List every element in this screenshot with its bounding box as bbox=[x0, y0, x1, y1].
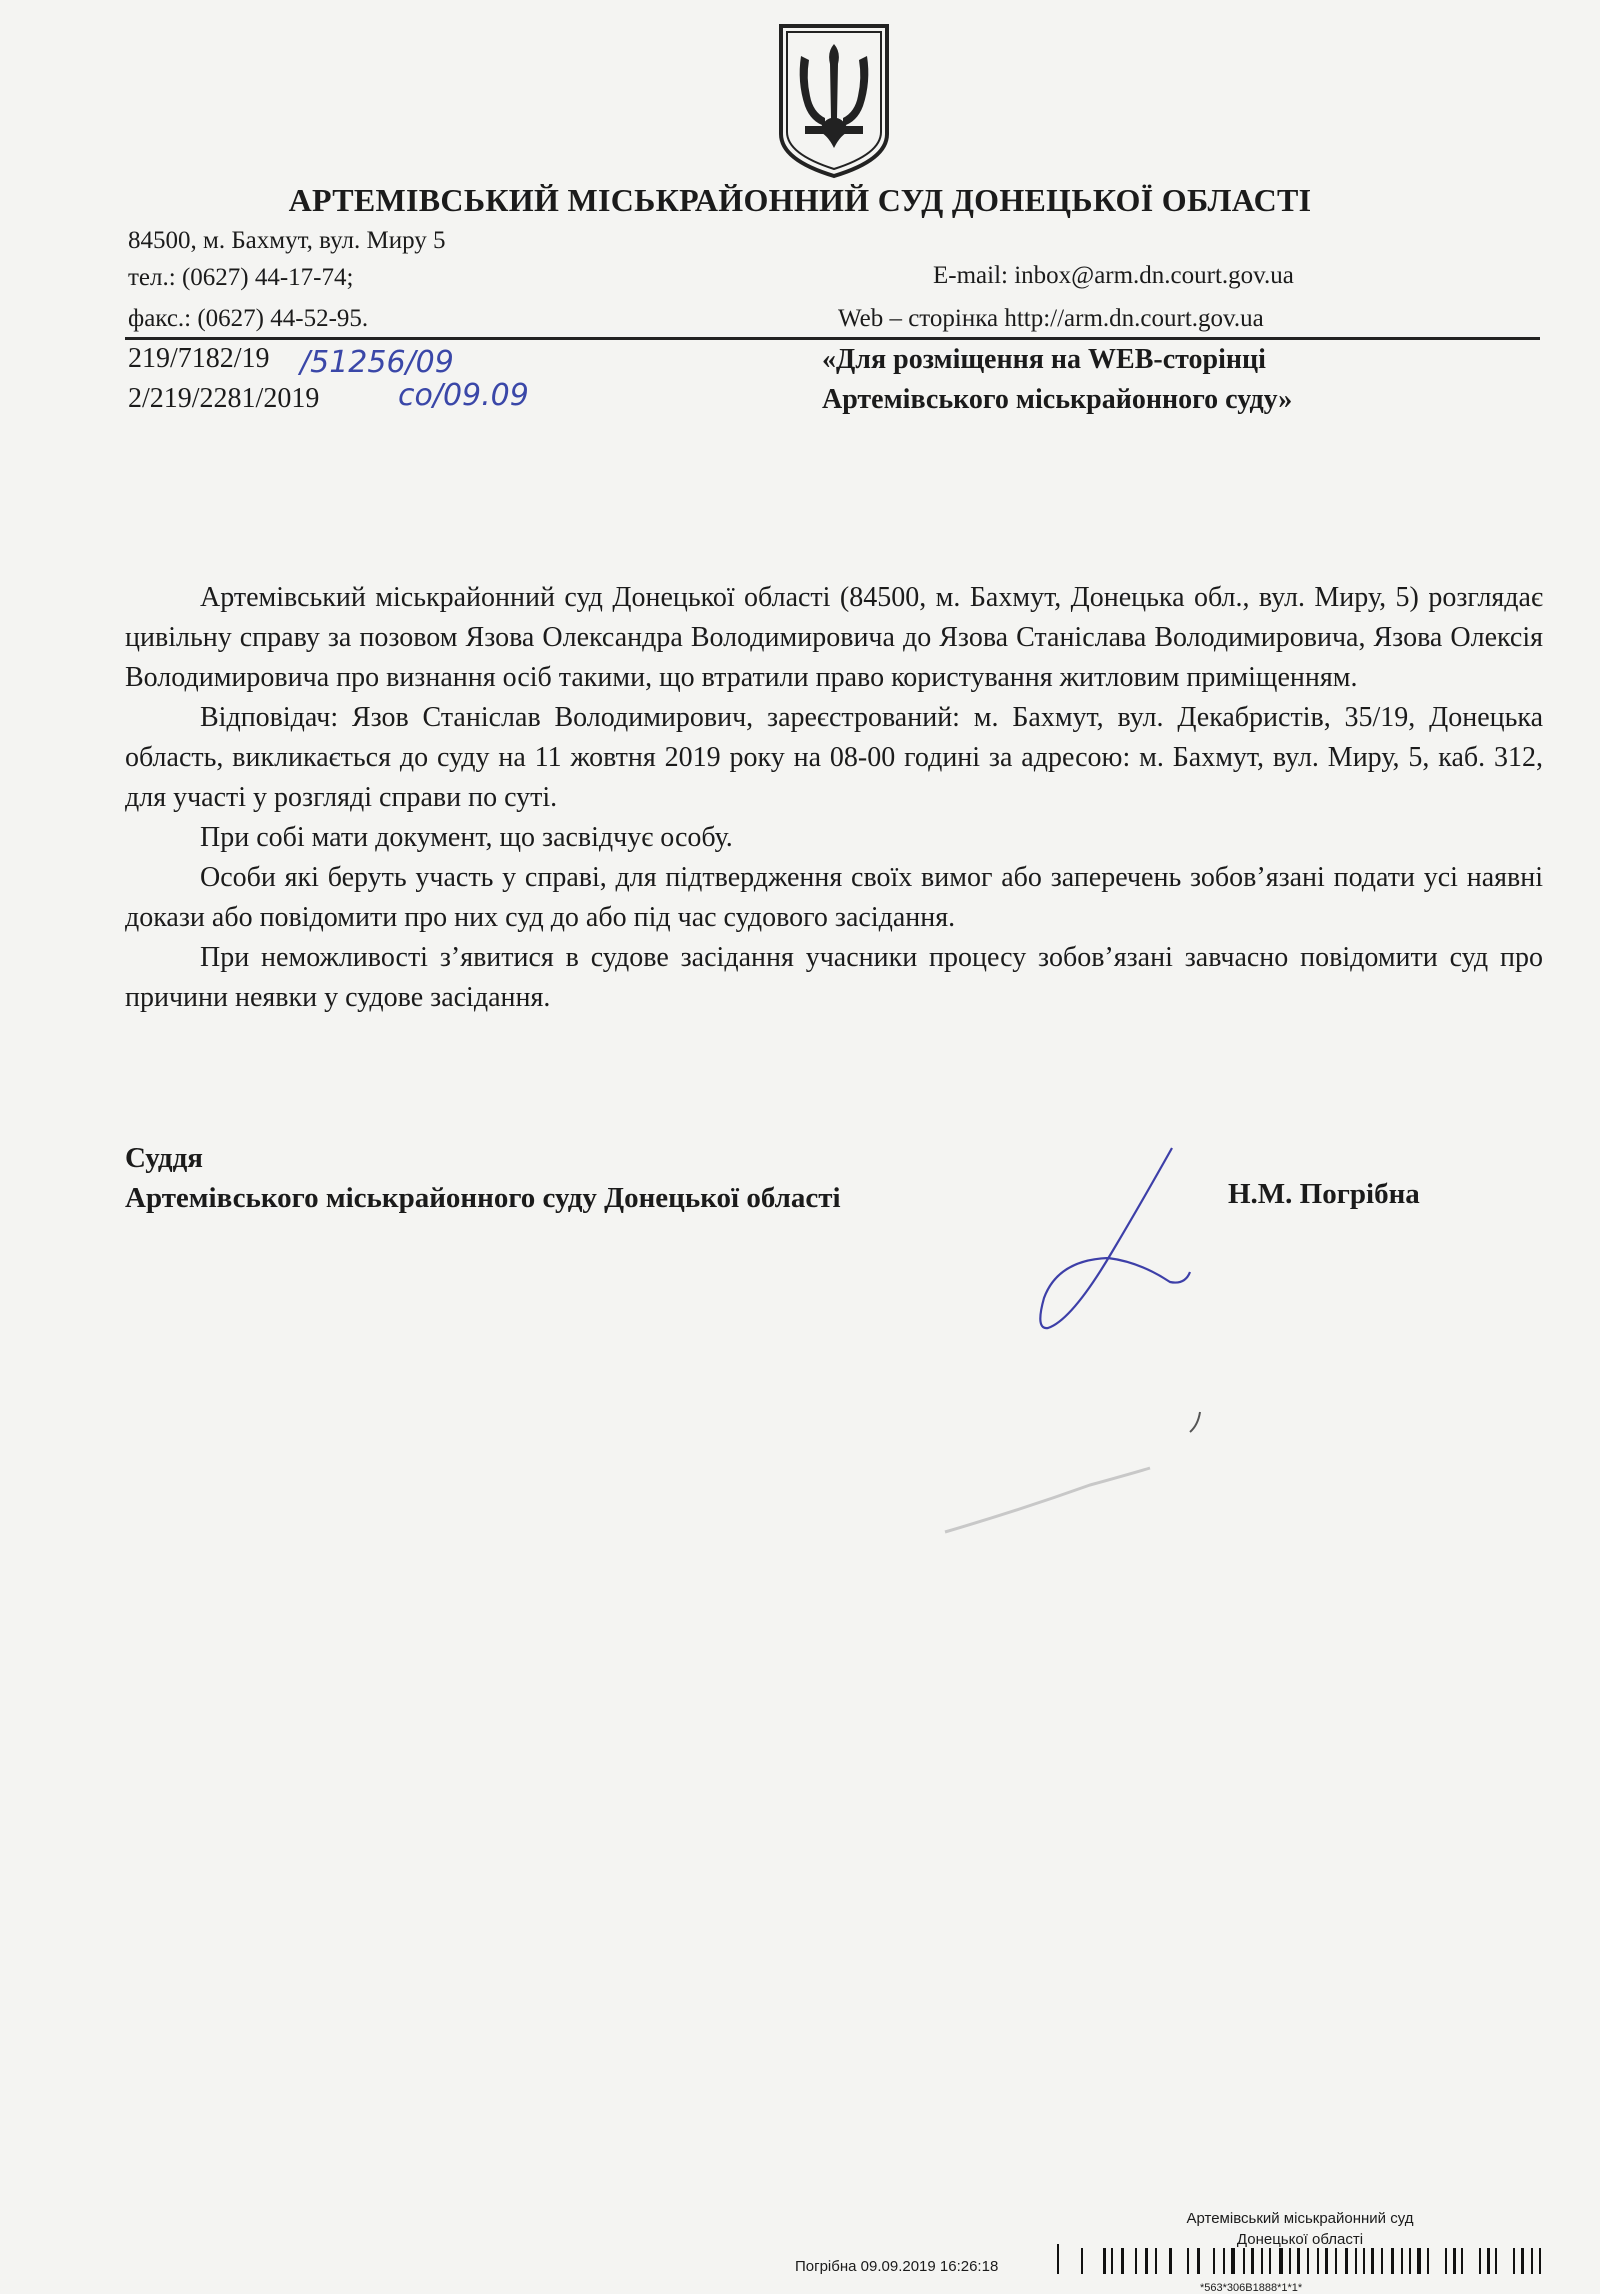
paragraph-id: При собі мати документ, що засвідчує особу. bbox=[200, 822, 733, 853]
stamp-court-line1: Артемівський міськрайонний суд bbox=[1186, 2210, 1414, 2227]
web-note-line1: «Для розміщення на WEB-сторінці bbox=[822, 344, 1266, 375]
court-title: АРТЕМІВСЬКИЙ МІСЬКРАЙОННИЙ СУД ДОНЕЦЬКОЇ ОБЛАСТІ bbox=[288, 182, 1312, 218]
barcode bbox=[1055, 2244, 1545, 2280]
handwritten-date: со/09.09 bbox=[398, 378, 529, 413]
paragraph-defendant: Відповідач: Язов Станіслав Володимирович, зареєстрований: м. Бахмут, вул. Декабристів, 35/19, Донецька область, викликається до суду на 11 жовтня 2019 року на 08-00 годині за адресою: м. Бахмут, вул. Миру, 5, каб. 312, для участі у розгляді справи по суті. bbox=[125, 702, 1543, 813]
web-note-line2: Артемівського міськрайонного суду» bbox=[822, 384, 1293, 415]
case-number: 219/7182/19 bbox=[128, 343, 270, 374]
court-email: E-mail: inbox@arm.dn.court.gov.ua bbox=[933, 262, 1294, 289]
paragraph-case: Артемівський міськрайонний суд Донецької області (84500, м. Бахмут, Донецька обл., вул. Миру, 5) розглядає цивільну справу за позовом Язова Олександра Володимировича до Язова Станіслава Володимировича, Язова Олексія Володимировича про визнання осіб такими, що втратили право користування житловим приміщенням. bbox=[125, 582, 1543, 693]
handwritten-number: /51256/09 bbox=[300, 345, 454, 380]
paragraph-absence: При неможливості з’явитися в судове засідання учасники процесу зобов’язані завчасно повідомити суд про причини неявки у судове засідання. bbox=[125, 942, 1543, 1013]
stamp-user-datetime: Погрібна 09.09.2019 16:26:18 bbox=[795, 2258, 999, 2275]
paragraph-evidence: Особи які беруть участь у справі, для підтвердження своїх вимог або заперечень зобов’язані подати усі наявні докази або повідомити про них суд до або під час судового засідання. bbox=[125, 862, 1543, 933]
judge-name: Н.М. Погрібна bbox=[1228, 1178, 1420, 1210]
notice-body bbox=[125, 578, 1543, 1018]
court-phone: тел.: (0627) 44-17-74; bbox=[128, 264, 354, 291]
coat-of-arms-icon bbox=[775, 22, 893, 180]
signature-court: Артемівського міськрайонного суду Донецької області bbox=[125, 1182, 841, 1214]
barcode-number: *563*306B1888*1*1* bbox=[1200, 2282, 1303, 2294]
web-publication-note bbox=[822, 340, 1292, 420]
court-fax: факс.: (0627) 44-52-95. bbox=[128, 305, 369, 332]
signature-block bbox=[125, 1138, 841, 1218]
court-web: Web – сторінка http://arm.dn.court.gov.ua bbox=[838, 305, 1264, 332]
proceeding-number: 2/219/2281/2019 bbox=[128, 383, 320, 414]
stamp-court-line2: Донецької області bbox=[1236, 2231, 1364, 2248]
court-address: 84500, м. Бахмут, вул. Миру 5 bbox=[128, 227, 446, 254]
signature-title: Суддя bbox=[125, 1142, 203, 1174]
